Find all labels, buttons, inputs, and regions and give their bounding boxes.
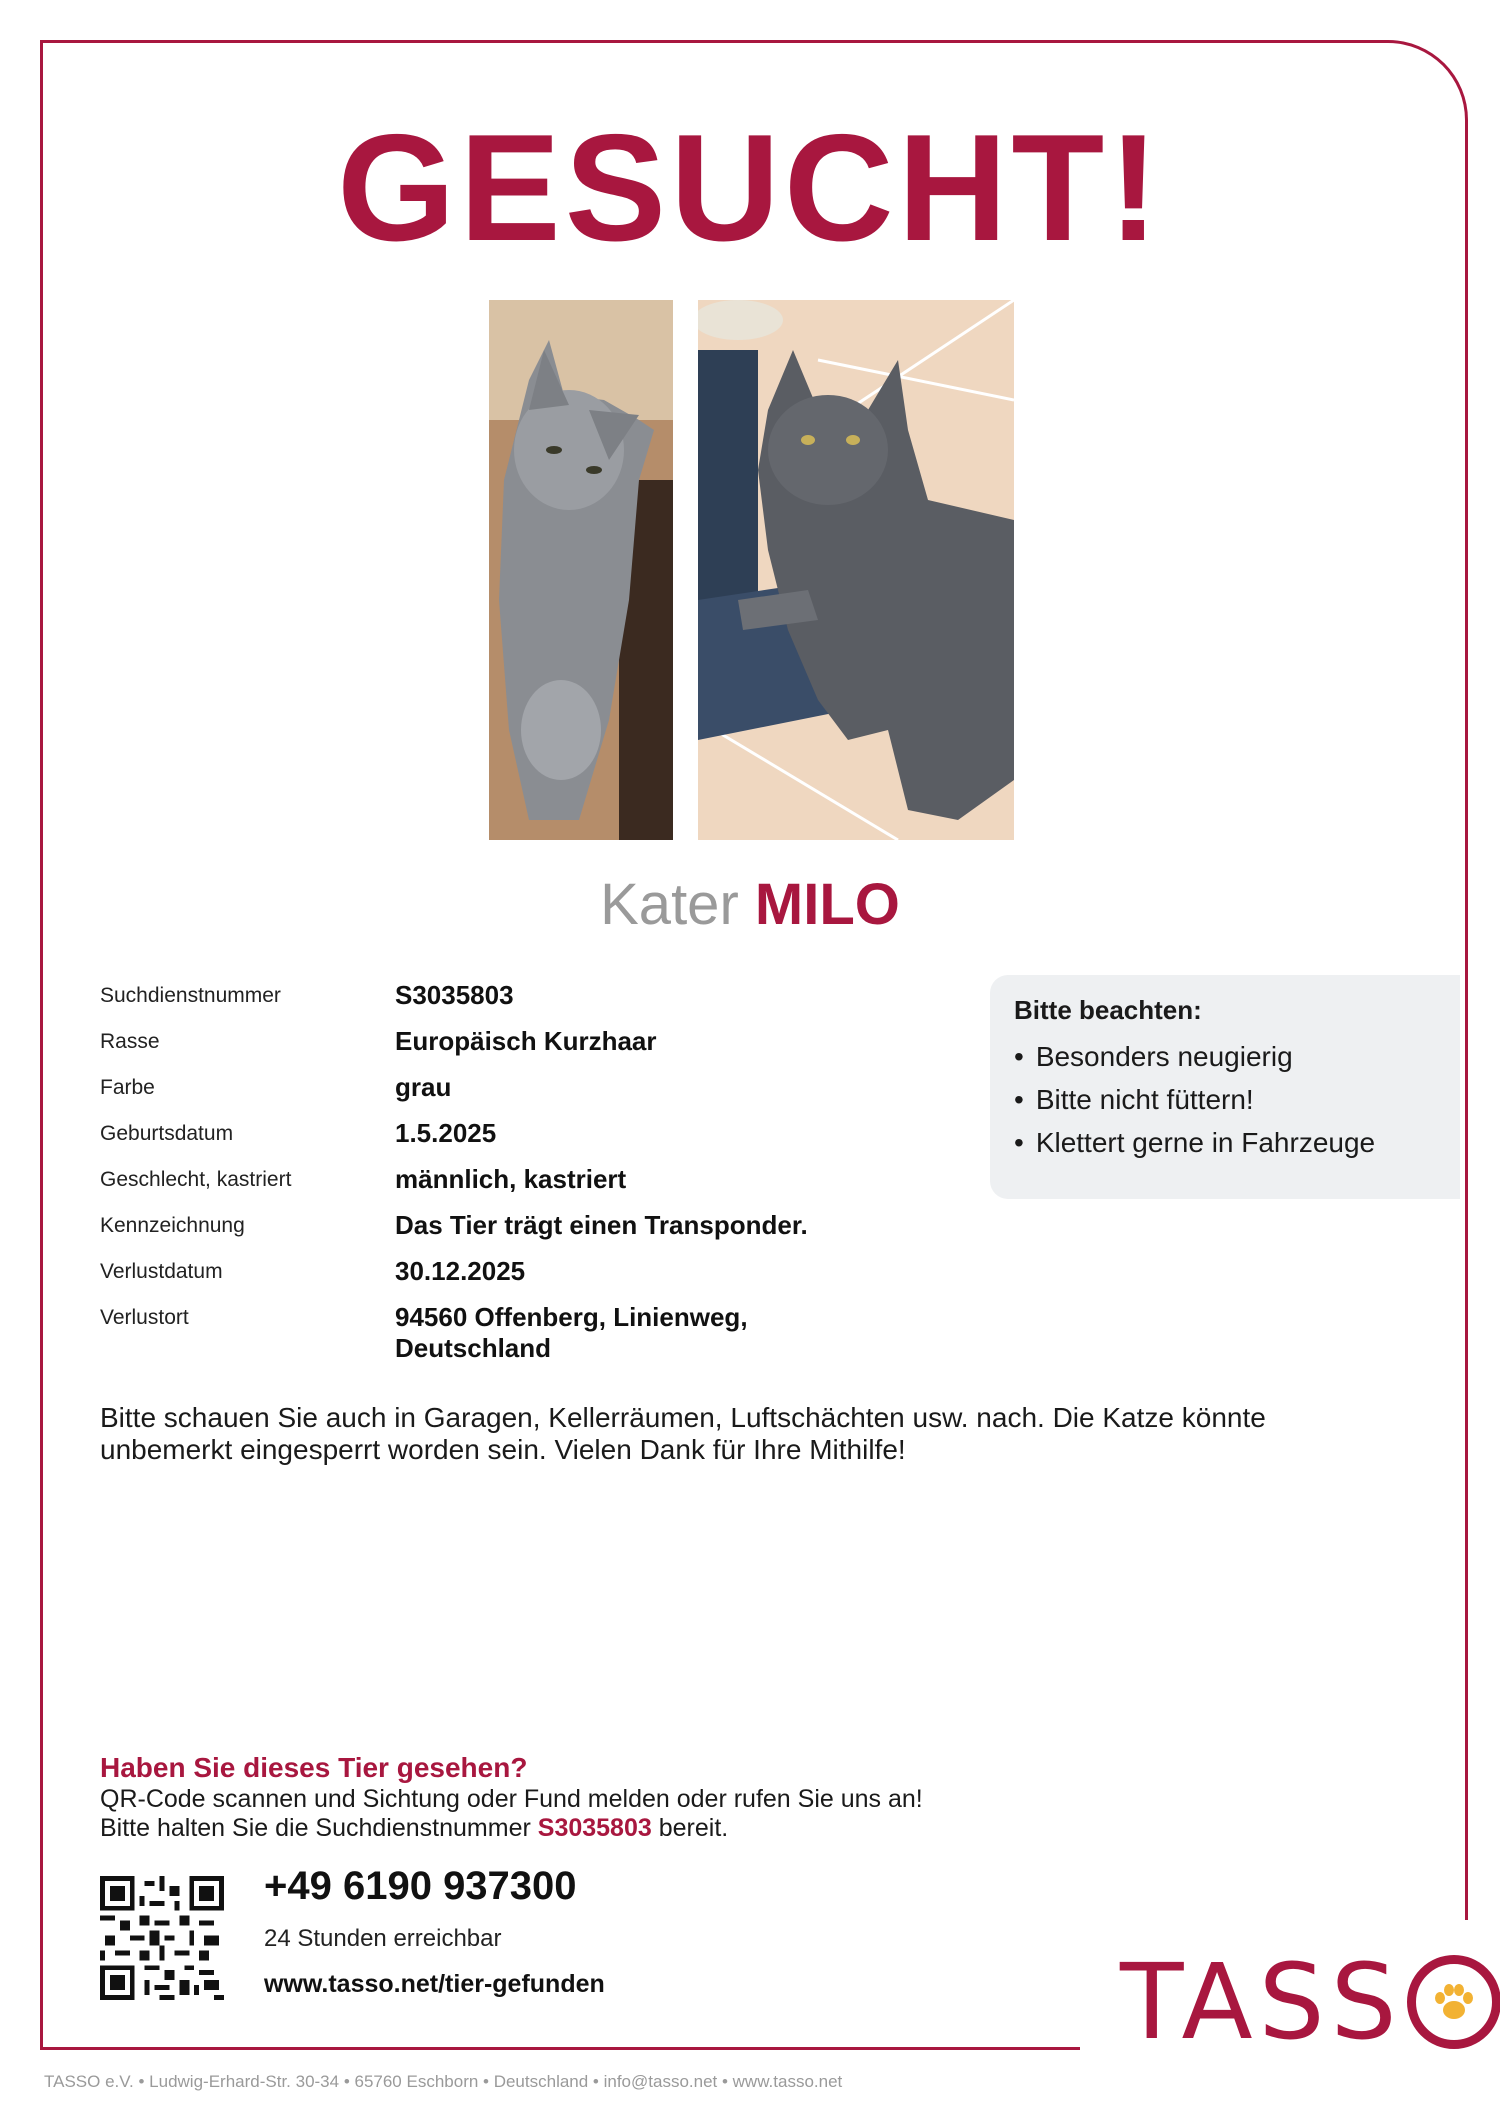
fact-row [100, 1302, 940, 1364]
fact-label: Geburtsdatum [100, 1122, 234, 1145]
fact-row [100, 1164, 940, 1210]
footer-address: TASSO e.V. • Ludwig-Erhard-Str. 30-34 • 65760 Eschborn • Deutschland • info@tasso.net • www.tasso.net [44, 2072, 843, 2091]
poster-frame-bottom [40, 2047, 1080, 2050]
fact-value: 1.5.2025 [395, 1118, 497, 1148]
fact-label: Suchdienstnummer [100, 984, 281, 1007]
fact-value: Das Tier trägt einen Transponder. [395, 1210, 808, 1240]
animal-name: MILO [754, 872, 900, 937]
reference-number: S3035803 [537, 1814, 652, 1842]
tasso-logo [1120, 1941, 1500, 2063]
availability-hours: 24 Stunden erreichbar [264, 1925, 502, 1952]
cta-title: Haben Sie dieses Tier gesehen? [100, 1752, 528, 1783]
search-message: Bitte schauen Sie auch in Garagen, Kellerräumen, Luftschächten usw. nach. Die Katze könnte unbemerkt eingesperrt worden sein. Vielen Dank für Ihre Mithilfe! [100, 1402, 1266, 1465]
fact-value: männlich, kastriert [395, 1164, 627, 1194]
paw-icon [1407, 1955, 1500, 2049]
logo-text: TASS [1120, 1941, 1403, 2063]
fact-row [100, 1026, 940, 1072]
cat-photo-1 [489, 300, 673, 840]
notice-box [990, 975, 1460, 1199]
fact-row [100, 1256, 940, 1302]
fact-value: grau [395, 1072, 452, 1102]
notice-title: Bitte beachten: [1014, 995, 1202, 1025]
fact-label: Verlustort [100, 1306, 189, 1329]
notice-list [1014, 1042, 1436, 1158]
fact-value: S3035803 [395, 980, 514, 1010]
fact-value: 30.12.2025 [395, 1256, 526, 1286]
notice-item: • Bitte nicht füttern! [1014, 1085, 1436, 1116]
fact-row [100, 980, 940, 1026]
notice-item: • Besonders neugierig [1014, 1042, 1436, 1073]
fact-row [100, 1118, 940, 1164]
fact-row [100, 1210, 940, 1256]
notice-item: • Klettert gerne in Fahrzeuge [1014, 1128, 1436, 1159]
fact-value: 94560 Offenberg, Linienweg, Deutschland [395, 1302, 748, 1363]
website-link[interactable]: www.tasso.net/tier-gefunden [264, 1970, 605, 1998]
animal-type: Kater [600, 872, 739, 937]
fact-label: Kennzeichnung [100, 1214, 245, 1237]
cta-reference: Bitte halten Sie die Suchdienstnummer S3035803 bereit. [100, 1814, 729, 1842]
phone-number[interactable]: +49 6190 937300 [264, 1864, 577, 1908]
facts-table [100, 980, 940, 1364]
fact-label: Rasse [100, 1030, 160, 1053]
cat-photo-2 [698, 300, 1014, 840]
animal-title [0, 872, 1500, 937]
qr-code-icon[interactable] [100, 1876, 224, 2000]
fact-row [100, 1072, 940, 1118]
fact-label: Verlustdatum [100, 1260, 223, 1283]
fact-value: Europäisch Kurzhaar [395, 1026, 657, 1056]
fact-label: Farbe [100, 1076, 155, 1099]
headline: GESUCHT! [337, 103, 1163, 273]
fact-label: Geschlecht, kastriert [100, 1168, 292, 1191]
cta-instruction: QR-Code scannen und Sichtung oder Fund melden oder rufen Sie uns an! [100, 1785, 923, 1813]
